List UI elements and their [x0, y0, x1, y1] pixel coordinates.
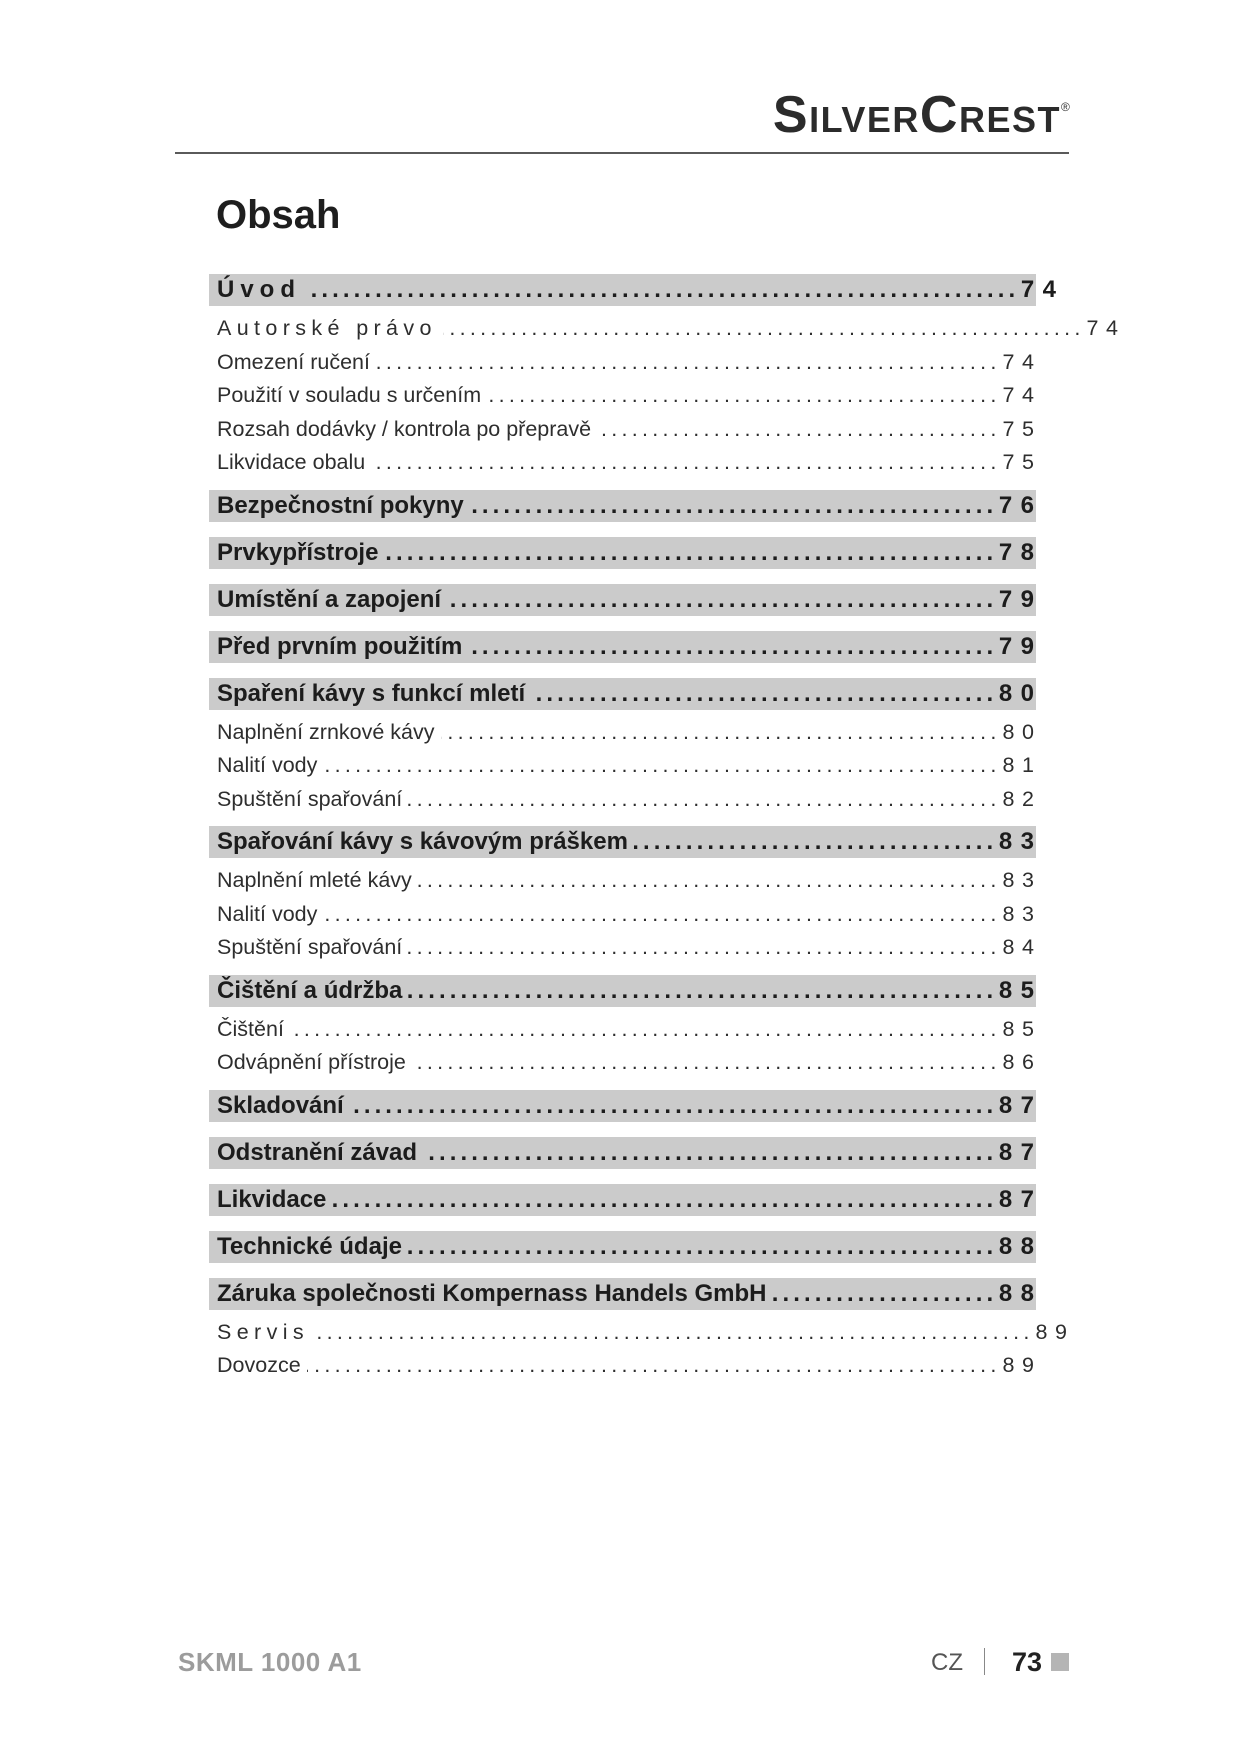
toc-entry-title: Odvápnění přístroje [217, 1050, 406, 1074]
toc-entry-title: Likvidace [217, 1185, 327, 1213]
dot-leader [408, 1231, 992, 1263]
dot-leader [371, 446, 995, 480]
toc-entry-title: Spuštění spařování [217, 935, 403, 959]
toc-entry-title: Technické údaje [217, 1232, 402, 1260]
dot-leader [307, 274, 1014, 306]
toc-entry-sparovani-kavy-s-kavovym-praskem [209, 826, 1043, 858]
toc-entry-cisteni [209, 1013, 1042, 1047]
toc-entry-title: Záruka společnosti Kompernass Handels GmbH [217, 1279, 767, 1307]
toc-entry-title: Čištění [217, 1016, 284, 1041]
dot-leader [447, 584, 992, 616]
toc-entry-servis [209, 1316, 1075, 1350]
dot-leader [531, 678, 992, 710]
dot-leader [408, 975, 992, 1007]
dot-leader [443, 312, 1080, 346]
dot-leader [468, 631, 992, 663]
toc-entry-prvky-pristroje [209, 537, 1043, 569]
dot-leader [408, 931, 995, 965]
dot-leader [597, 413, 995, 447]
page-title: Obsah [216, 193, 341, 237]
toc-entry-title: Prvkypřístroje [217, 538, 379, 566]
toc-entry-page: 87 [998, 1138, 1043, 1166]
toc-entry-title: Nalití vody [217, 753, 318, 777]
footer-page-number: 73 [1012, 1647, 1043, 1677]
toc-entry-bezpecnostni-pokyny [209, 490, 1043, 522]
toc-entry-page: 81 [1002, 753, 1042, 777]
toc-entry-page: 87 [998, 1185, 1043, 1213]
toc-entry-likvidace [209, 1184, 1043, 1216]
toc-entry-umisteni-a-zapojeni [209, 584, 1043, 616]
dot-leader [315, 1316, 1029, 1350]
toc-entry-page: 83 [1002, 868, 1042, 892]
silvercrest-logo: SilverCrest [772, 86, 1061, 144]
toc-entry-title: Servis [217, 1319, 309, 1344]
toc-entry-page: 74 [1002, 349, 1042, 374]
toc-entry-page: 85 [998, 976, 1043, 1004]
toc-entry-technicke-udaje [209, 1231, 1043, 1263]
toc-entry-dovozce [209, 1349, 1042, 1383]
dot-leader [412, 1046, 996, 1080]
dot-leader [384, 537, 991, 569]
toc-entry-page: 89 [1035, 1319, 1075, 1344]
toc-entry-spareni-kavy-s-funkci-mleti [209, 678, 1043, 710]
footer-separator [984, 1648, 985, 1675]
registered-mark: ® [1061, 100, 1070, 114]
dot-leader [418, 864, 996, 898]
toc-entry-title: Spuštění spařování [217, 786, 403, 811]
toc-entry-page: 89 [1002, 1353, 1042, 1377]
dot-leader [487, 379, 995, 413]
toc-entry-spusteni-sparovani [209, 783, 1042, 817]
toc-entry-rozsah-dodavky [209, 413, 1042, 447]
dot-leader [376, 346, 996, 380]
dot-leader [423, 1137, 992, 1169]
toc-entry-title: Odstranění závad [217, 1138, 418, 1166]
dot-leader [470, 490, 992, 522]
table-of-contents [209, 274, 1126, 1383]
toc-entry-page: 79 [998, 585, 1043, 613]
toc-entry-page: 82 [1002, 786, 1042, 811]
toc-entry-page: 84 [1002, 935, 1042, 959]
toc-entry-odvapneni-pristroje [209, 1046, 1042, 1080]
dot-leader [772, 1278, 991, 1310]
toc-entry-title: Umístění a zapojení [217, 585, 442, 613]
toc-entry-page: 87 [998, 1091, 1043, 1119]
toc-entry-page: 75 [1002, 450, 1042, 474]
dot-leader [441, 716, 996, 750]
dot-leader [408, 783, 995, 817]
toc-entry-title: Před prvním použitím [217, 632, 463, 660]
toc-entry-title: Nalití vody [217, 901, 318, 926]
dot-leader [307, 1349, 996, 1383]
toc-entry-pouziti [209, 379, 1042, 413]
toc-entry-title: Rozsah dodávky / kontrola po přepravě [217, 416, 592, 441]
toc-entry-title: Úvod [217, 276, 301, 303]
dot-leader [332, 1184, 991, 1216]
dot-leader [350, 1090, 992, 1122]
dot-leader [323, 898, 995, 932]
toc-entry-page: 79 [998, 632, 1043, 660]
toc-entry-page: 75 [1002, 416, 1042, 441]
toc-entry-page: 74 [1002, 383, 1042, 407]
toc-entry-title: Skladování [217, 1091, 344, 1119]
toc-entry-uvod [209, 274, 1065, 306]
toc-entry-page: 78 [998, 538, 1043, 566]
dot-leader [323, 749, 995, 783]
toc-entry-title: Bezpečnostní pokyny [217, 491, 464, 519]
toc-entry-title: Omezení ručení [217, 349, 370, 374]
toc-entry-naliti-vody [209, 898, 1042, 932]
toc-entry-page: 85 [1002, 1016, 1042, 1041]
toc-entry-likvidace-obalu [209, 446, 1042, 480]
dot-leader [290, 1013, 996, 1047]
toc-entry-page: 83 [1002, 901, 1042, 926]
toc-entry-title: Spaření kávy s funkcí mletí [217, 679, 526, 707]
toc-entry-skladovani [209, 1090, 1043, 1122]
toc-entry-page: 86 [1002, 1050, 1042, 1074]
toc-entry-cisteni-a-udrzba [209, 975, 1043, 1007]
toc-entry-page: 83 [998, 828, 1043, 855]
toc-entry-title: Spařování kávy s kávovým práškem [217, 828, 628, 855]
toc-entry-title: Naplnění zrnkové kávy [217, 719, 435, 744]
toc-entry-title: Použití v souladu s určením [217, 383, 482, 407]
toc-entry-naplneni-zrnkove-kavy [209, 716, 1042, 750]
header-rule [175, 152, 1069, 154]
toc-entry-page: 74 [1020, 276, 1065, 303]
toc-entry-odstraneni-zavad [209, 1137, 1043, 1169]
toc-entry-pred-prvnim-pouzitim [209, 631, 1043, 663]
toc-entry-title: Naplnění mleté kávy [217, 868, 412, 892]
dot-leader [634, 826, 992, 858]
toc-entry-page: 88 [998, 1232, 1043, 1260]
footer-model-number: SKML 1000 A1 [178, 1647, 362, 1677]
toc-entry-page: 76 [998, 491, 1043, 519]
toc-entry-naplneni-mlete-kavy [209, 864, 1042, 898]
toc-entry-page: 80 [1002, 719, 1042, 744]
toc-entry-naliti-vody [209, 749, 1042, 783]
toc-entry-title: Likvidace obalu [217, 450, 366, 474]
toc-entry-spusteni-sparovani [209, 931, 1042, 965]
toc-entry-page: 74 [1086, 316, 1126, 340]
toc-entry-title: Autorské právo [217, 316, 437, 340]
toc-entry-autorske-pravo [209, 312, 1126, 346]
toc-entry-title: Čištění a údržba [217, 976, 403, 1004]
toc-entry-omezeni-ruceni [209, 346, 1042, 380]
toc-entry-zaruka [209, 1278, 1043, 1310]
toc-entry-page: 80 [998, 679, 1043, 707]
toc-entry-title: Dovozce [217, 1353, 301, 1377]
footer-language-code: CZ [931, 1649, 963, 1676]
toc-entry-page: 88 [998, 1279, 1043, 1307]
footer-square-marker [1051, 1653, 1069, 1671]
